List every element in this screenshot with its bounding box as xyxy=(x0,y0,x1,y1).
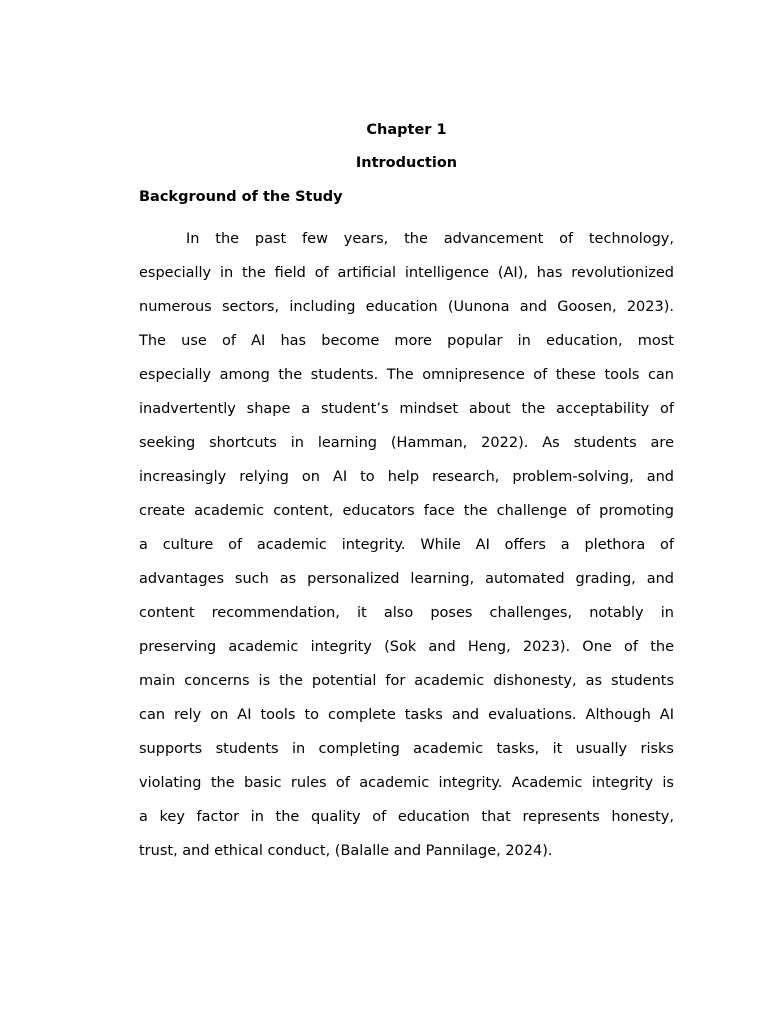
paragraph-line: create academic content, educators face the challenge of promoting xyxy=(139,503,674,519)
paragraph-line: trust, and ethical conduct, (Balalle and Pannilage, 2024). xyxy=(139,843,553,859)
paragraph-line: The use of AI has become more popular in education, most xyxy=(139,333,674,349)
paragraph-line: a culture of academic integrity. While AI offers a plethora of xyxy=(139,537,674,553)
paragraph-line: can rely on AI tools to complete tasks and evaluations. Although AI xyxy=(139,707,674,723)
paragraph-line: preserving academic integrity (Sok and Heng, 2023). One of the xyxy=(139,639,674,655)
paragraph-line: increasingly relying on AI to help research, problem-solving, and xyxy=(139,469,674,485)
paragraph-line: numerous sectors, including education (Uunona and Goosen, 2023). xyxy=(139,299,674,315)
section-heading: Introduction xyxy=(355,155,458,171)
paragraph-line: inadvertently shape a student’s mindset about the acceptability of xyxy=(139,401,674,417)
paragraph-line: advantages such as personalized learning, automated grading, and xyxy=(139,571,674,587)
body-paragraph xyxy=(139,222,674,868)
paragraph-line: violating the basic rules of academic integrity. Academic integrity is xyxy=(139,775,674,791)
paragraph-line: seeking shortcuts in learning (Hamman, 2022). As students are xyxy=(139,435,674,451)
paragraph-line: especially in the field of artificial intelligence (AI), has revolutionized xyxy=(139,265,674,281)
chapter-heading: Chapter 1 xyxy=(366,122,447,138)
paragraph-line: supports students in completing academic tasks, it usually risks xyxy=(139,741,674,757)
paragraph-line: content recommendation, it also poses challenges, notably in xyxy=(139,605,674,621)
paragraph-line: In the past few years, the advancement of technology, xyxy=(186,231,674,247)
subsection-heading: Background of the Study xyxy=(139,189,343,205)
paragraph-line: main concerns is the potential for academic dishonesty, as students xyxy=(139,673,674,689)
paragraph-line: a key factor in the quality of education that represents honesty, xyxy=(139,809,674,825)
paragraph-line: especially among the students. The omnipresence of these tools can xyxy=(139,367,674,383)
